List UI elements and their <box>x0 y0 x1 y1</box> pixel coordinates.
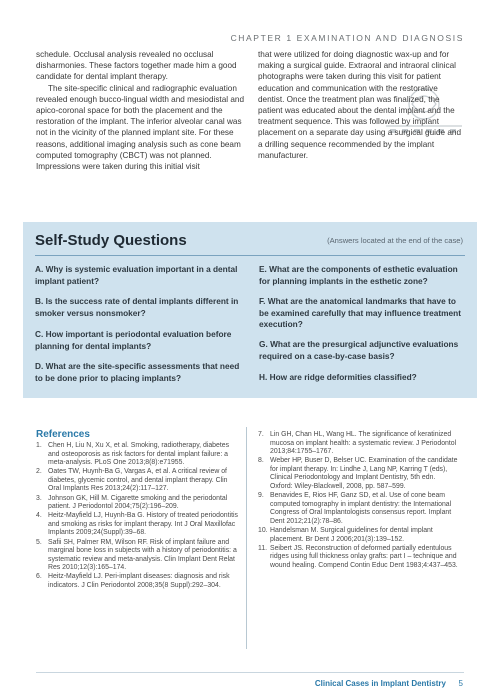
reference-item: 10. Handelsman M. Surgical guidelines for dental implant placement. Br Dent J 2006;201(3):139–152. <box>258 527 433 543</box>
body-paragraph: schedule. Occlusal analysis revealed no occlusal disharmonies. These factors together made him a good candidate for dental implant therapy. <box>36 50 237 82</box>
question-c: C. How important is periodontal evaluation before planning for dental implants? <box>35 329 232 351</box>
reference-item: 2. Oates TW, Huynh-Ba G, Vargas A, et al. A critical review of diabetes, glycemic control, and dental implant therapy. Clin Oral Implants Res 2013;24(2):117–127. <box>36 468 228 493</box>
reference-item: 11. Seibert JS. Reconstruction of deformed partially edentulous ridges using full thickness onlay grafts: part I – technique and wound healing. Compend Contin Educ Dent 1983;4:437–453. <box>258 544 458 569</box>
reference-item: 8. Weber HP, Buser D, Belser UC. Examination of the candidate for implant therapy. In: Lindhe J, Lang NP, Karring T (eds), Clinical Periodontology and Implant Dentistry, 5th edn. Oxford: Wiley-Blackwell, 2008, pp. 587–599. <box>258 457 458 491</box>
question-d: D. What are the site-specific assessments that need to be done prior to placing implants? <box>35 361 240 383</box>
reference-item: 6. Heitz-Mayfield LJ. Peri-implant diseases: diagnosis and risk indicators. J Clin Periodontol 2008;35(8 Suppl):292–304. <box>36 573 230 589</box>
body-column-right <box>258 49 464 161</box>
footer-rule <box>36 672 464 673</box>
self-study-questions-box <box>23 222 477 398</box>
self-study-answers-note: (Answers located at the end of the case) <box>327 236 463 245</box>
question-g: G. What are the presurgical adjunctive evaluations required on a case-by-case basis? <box>259 339 459 361</box>
references-list-right <box>258 431 458 571</box>
question-e: E. What are the components of esthetic evaluation for planning implants in the esthetic zone? <box>259 264 458 286</box>
reference-item: 4. Heitz-Mayfield LJ, Huynh-Ba G. History of treated periodontitis and smoking as risks for implant therapy. Int J Oral Maxillofac Implants 2009;24(Suppl):39–68. <box>36 512 238 537</box>
self-study-title: Self-Study Questions <box>35 232 187 249</box>
references-column-divider <box>246 427 247 649</box>
question-b: B. Is the success rate of dental implants different in smoker versus nonsmoker? <box>35 296 239 318</box>
reference-item: 7. Lin GH, Chan HL, Wang HL. The significance of keratinized mucosa on implant health: a systematic review. J Periodontol 2013;84:1755–1767. <box>258 431 457 456</box>
running-head: CHAPTER 1 EXAMINATION AND DIAGNOSIS <box>230 33 464 43</box>
references-list-left <box>36 442 238 591</box>
reference-item: 9. Benavides E, Rios HF, Ganz SD, et al. Use of cone beam computed tomography in implant dentistry: the International Congress of Oral Implantologists consensus report. Implant Dent 2012;21(2):78–86. <box>258 492 452 525</box>
page-number: 5 <box>458 679 463 688</box>
body-paragraph: that were utilized for doing diagnostic wax-up and for making a surgical guide. Extraoral and intraoral clinical photographs were taken during this visit for patient education and communication with the restorative dentist. Once the treatment plan was finalized, the patient was educated about the dental implant and the treatment sequence. This was followed by implant placement on a separate day using a surgical guide and a drilling sequence recommended by the implant manufacturer. <box>258 50 462 160</box>
footer-book-title: Clinical Cases in Implant Dentistry <box>314 679 446 688</box>
question-h: H. How are ridge deformities classified? <box>259 372 417 382</box>
question-f: F. What are the anatomical landmarks that have to be examined carefully that may influence treatment execution? <box>259 296 461 330</box>
question-a: A. Why is systemic evaluation important in a dental implant patient? <box>35 264 238 286</box>
reference-item: 1. Chen H, Liu N, Xu X, et al. Smoking, radiotherapy, diabetes and osteoporosis as risk factors for dental implant failure: a meta-analysis. PLoS One 2013;8(8):e71955. <box>36 442 230 467</box>
reference-item: 5. Safii SH, Palmer RM, Wilson RF. Risk of implant failure and marginal bone loss in subjects with a history of periodontitis: a systematic review and meta-analysis. Clin Implant Dent Relat Res 2010;12(3):165–174. <box>36 538 237 572</box>
references-heading: References <box>36 429 90 440</box>
reference-item: 3. Johnson GK, Hill M. Cigarette smoking and the periodontal patient. J Periodontol 2004;75(2):196–209. <box>36 494 228 511</box>
body-column-left <box>36 49 244 172</box>
self-study-divider <box>35 255 465 256</box>
body-paragraph: The site-specific clinical and radiographic evaluation revealed enough bucco-lingual width and mesiodistal and apico-coronal space for both the placement and the restoration of the implant. The inferior alveolar canal was not in the vicinity of the planned implant site. For these reasons, additional imaging analysis such as cone beam computed tomography (CBCT) was not planned. Impressions were taken during this initial visit <box>36 83 245 172</box>
